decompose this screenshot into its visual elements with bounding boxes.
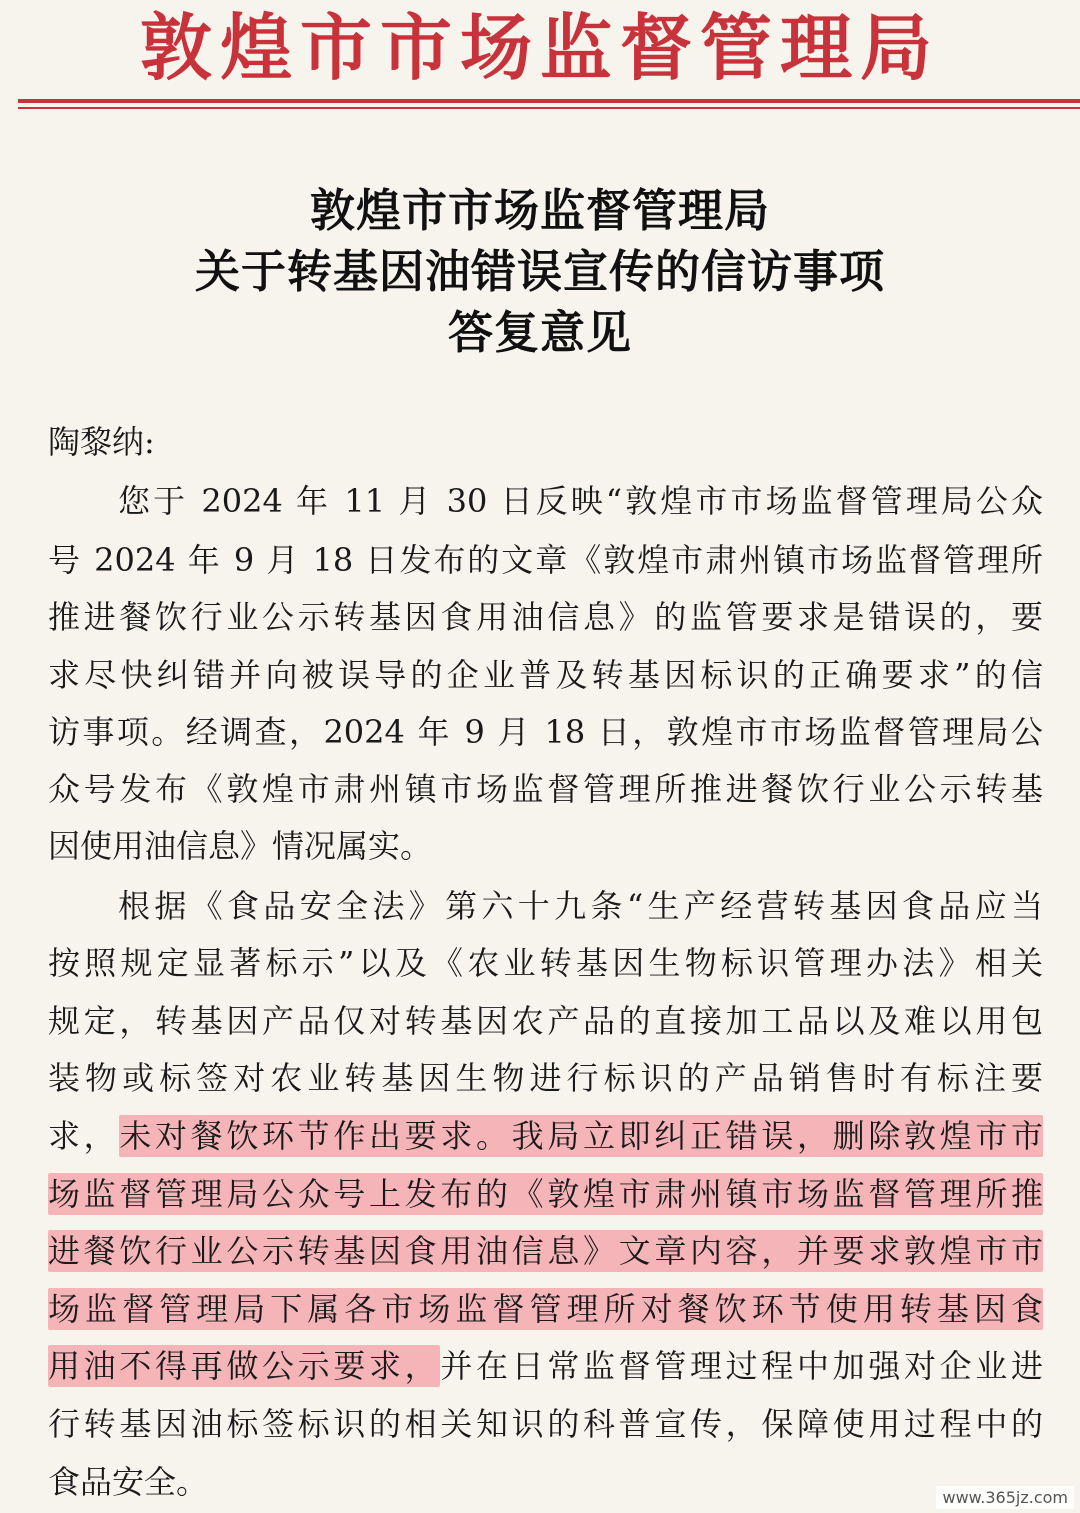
highlighted-text: 场监督管理局公众号上发布的《敦煌市肃州镇市场监督管理所推 [48,1175,1043,1213]
paragraph2-line: 规定，转基因产品仅对转基因农产品的直接加工品以及难以用包 [48,1002,1043,1040]
letterhead: 敦煌市市场监督管理局 [139,5,940,90]
paragraph2-text: 求， [48,1117,120,1155]
paragraph1-line: 您于 2024 年 11 月 30 日反映“敦煌市市场监督管理局公众 [118,482,1043,520]
paragraph2-line: 按照规定显著标示”以及《农业转基因生物标识管理办法》相关 [48,944,1043,982]
paragraph1-line: 众号发布《敦煌市肃州镇市场监督管理所推进餐饮行业公示转基 [48,770,1043,808]
paragraph2-line: 食品安全。 [48,1463,209,1501]
paragraph2-line [48,1116,1043,1156]
paragraph2-line [48,1174,1043,1214]
paragraph1-line: 求尽快纠错并向被误导的企业普及转基因标识的正确要求”的信 [48,656,1043,694]
paragraph2-line [48,1346,1043,1386]
paragraph2-line [48,1289,1043,1329]
letterhead-rule-thick [18,99,1080,103]
paragraph1-line: 推进餐饮行业公示转基因食用油信息》的监管要求是错误的，要 [48,598,1043,636]
paragraph2-line [48,1231,1043,1271]
paragraph1-line: 因使用油信息》情况属实。 [48,827,433,865]
paragraph2-line: 根据《食品安全法》第六十九条“生产经营转基因食品应当 [118,887,1043,925]
paragraph1-line: 号 2024 年 9 月 18 日发布的文章《敦煌市肃州镇市场监督管理所 [48,541,1043,579]
title-line-2: 关于转基因油错误宣传的信访事项 [194,245,885,298]
highlighted-text: 用油不得再做公示要求， [48,1347,441,1385]
salutation: 陶黎纳: [48,423,155,461]
paragraph1-line: 访事项。经调查，2024 年 9 月 18 日，敦煌市市场监督管理局公 [48,713,1043,751]
title-line-1: 敦煌市市场监督管理局 [309,184,770,237]
highlighted-text: 场监督管理局下属各市场监督管理所对餐饮环节使用转基因食 [48,1290,1043,1328]
paragraph2-line: 行转基因油标签标识的相关知识的科普宣传，保障使用过程中的 [48,1405,1043,1443]
paragraph2-line: 装物或标签对农业转基因生物进行标识的产品销售时有标注要 [48,1059,1043,1097]
highlighted-text: 未对餐饮环节作出要求。我局立即纠正错误，删除敦煌市市 [119,1117,1043,1155]
paragraph2-text: 并在日常监督管理过程中加强对企业进 [440,1347,1043,1385]
title-line-3: 答复意见 [447,306,632,359]
watermark: www.365jz.com [936,1486,1074,1509]
letterhead-rule-thin [18,107,1080,109]
highlighted-text: 进餐饮行业公示转基因食用油信息》文章内容，并要求敦煌市市 [48,1232,1043,1270]
